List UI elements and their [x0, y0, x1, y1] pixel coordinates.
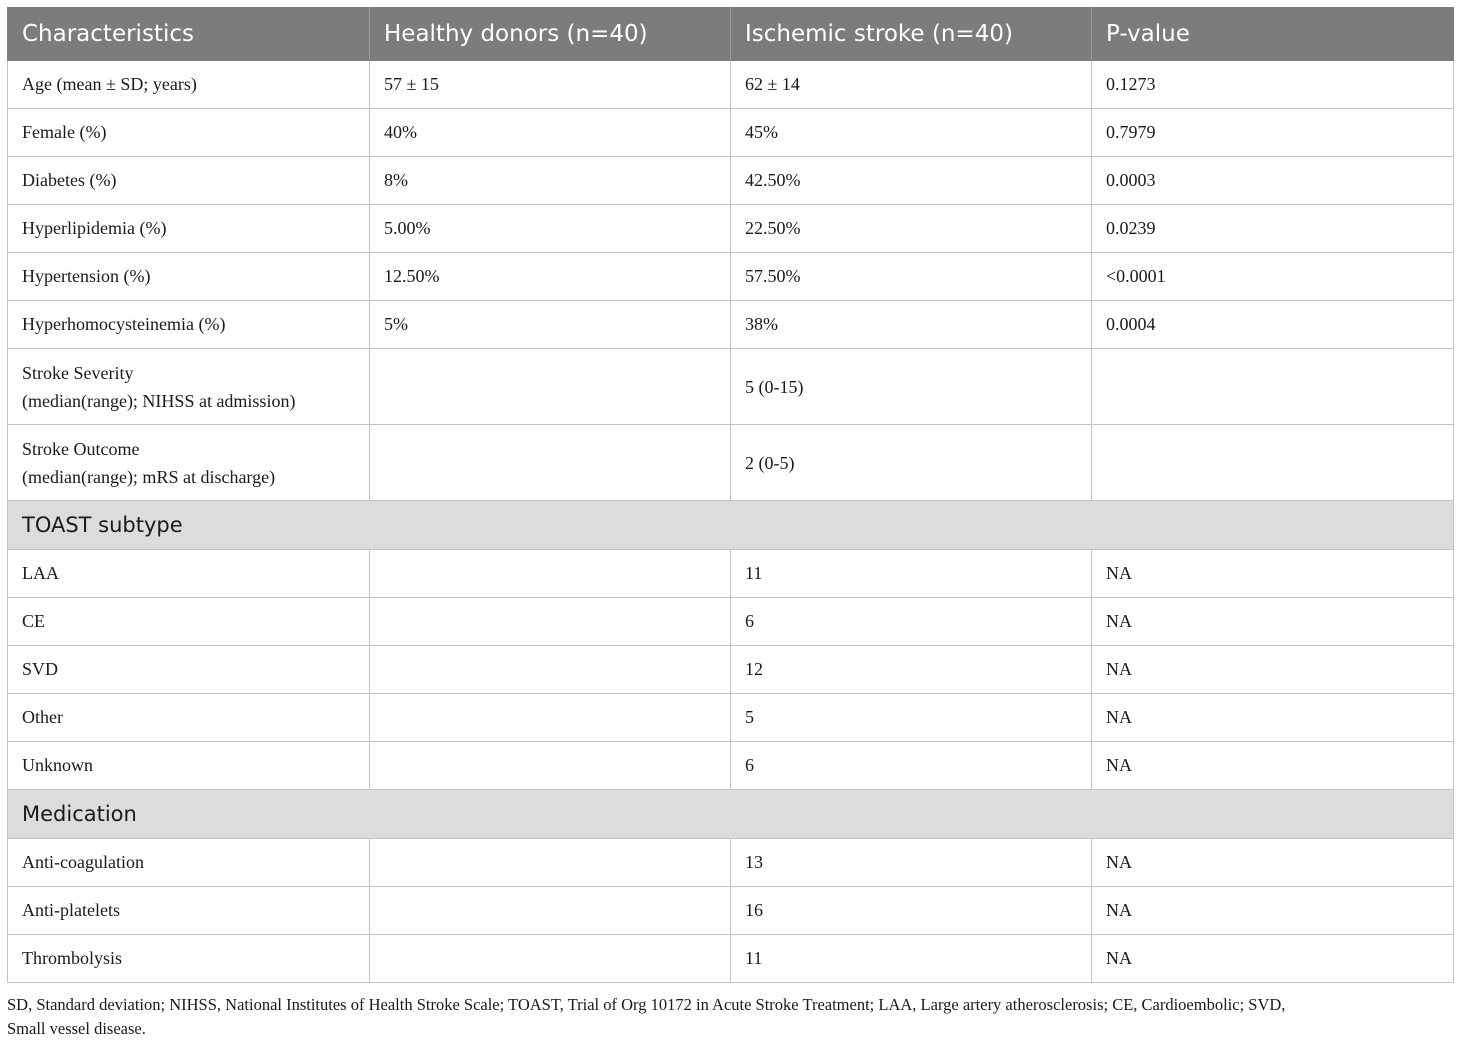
table-row [8, 253, 1454, 301]
healthy-value: 8% [370, 157, 731, 205]
stroke-value: 5 (0-15) [731, 349, 1092, 425]
stroke-value: 57.50% [731, 253, 1092, 301]
table-row [8, 646, 1454, 694]
row-label: Age (mean ± SD; years) [8, 61, 370, 109]
healthy-value: 57 ± 15 [370, 61, 731, 109]
table-body [8, 61, 1454, 983]
p-value: NA [1092, 694, 1454, 742]
footnote-line2: Small vessel disease. [7, 1019, 146, 1038]
row-label-line1: Stroke Outcome [22, 438, 140, 459]
header-row [8, 8, 1454, 61]
stroke-value: 42.50% [731, 157, 1092, 205]
healthy-value: 5% [370, 301, 731, 349]
row-label: Hyperlipidemia (%) [8, 205, 370, 253]
stroke-value: 2 (0-5) [731, 425, 1092, 501]
p-value: <0.0001 [1092, 253, 1454, 301]
row-label-line2: (median(range); NIHSS at admission) [22, 390, 296, 411]
healthy-value [370, 425, 731, 501]
stroke-value: 11 [731, 935, 1092, 983]
table-row [8, 742, 1454, 790]
table-row [8, 61, 1454, 109]
table-row [8, 425, 1454, 501]
stroke-value: 12 [731, 646, 1092, 694]
row-label: Hypertension (%) [8, 253, 370, 301]
row-label [8, 425, 370, 501]
p-value: 0.0239 [1092, 205, 1454, 253]
healthy-value: 5.00% [370, 205, 731, 253]
section-title: Medication [8, 790, 1454, 839]
healthy-value [370, 935, 731, 983]
stroke-value: 62 ± 14 [731, 61, 1092, 109]
stroke-value: 6 [731, 742, 1092, 790]
healthy-value [370, 694, 731, 742]
stroke-value: 6 [731, 598, 1092, 646]
table-row [8, 109, 1454, 157]
stroke-value: 16 [731, 887, 1092, 935]
header-characteristics: Characteristics [8, 8, 370, 61]
stroke-value: 13 [731, 839, 1092, 887]
row-label: Anti-coagulation [8, 839, 370, 887]
row-label: Female (%) [8, 109, 370, 157]
header-healthy-donors: Healthy donors (n=40) [370, 8, 731, 61]
characteristics-table-container [7, 7, 1453, 983]
row-label-line2: (median(range); mRS at discharge) [22, 466, 276, 487]
row-label: Hyperhomocysteinemia (%) [8, 301, 370, 349]
section-header-toast [8, 501, 1454, 550]
p-value: NA [1092, 839, 1454, 887]
table-row [8, 694, 1454, 742]
healthy-value: 40% [370, 109, 731, 157]
table-header [8, 8, 1454, 61]
table-row [8, 157, 1454, 205]
stroke-value: 5 [731, 694, 1092, 742]
table-row [8, 598, 1454, 646]
healthy-value: 12.50% [370, 253, 731, 301]
row-label: Other [8, 694, 370, 742]
section-title: TOAST subtype [8, 501, 1454, 550]
row-label-line1: Stroke Severity [22, 362, 134, 383]
row-label: Unknown [8, 742, 370, 790]
healthy-value [370, 742, 731, 790]
header-ischemic-stroke: Ischemic stroke (n=40) [731, 8, 1092, 61]
table-row [8, 935, 1454, 983]
healthy-value [370, 349, 731, 425]
p-value: 0.0004 [1092, 301, 1454, 349]
p-value: 0.1273 [1092, 61, 1454, 109]
row-label: Anti-platelets [8, 887, 370, 935]
table-footnote [7, 993, 1453, 1041]
stroke-value: 38% [731, 301, 1092, 349]
row-label: Diabetes (%) [8, 157, 370, 205]
row-label: CE [8, 598, 370, 646]
table-row [8, 349, 1454, 425]
p-value [1092, 349, 1454, 425]
p-value: 0.7979 [1092, 109, 1454, 157]
p-value: NA [1092, 646, 1454, 694]
healthy-value [370, 646, 731, 694]
stroke-value: 11 [731, 550, 1092, 598]
healthy-value [370, 839, 731, 887]
healthy-value [370, 887, 731, 935]
p-value: NA [1092, 598, 1454, 646]
healthy-value [370, 550, 731, 598]
p-value [1092, 425, 1454, 501]
p-value: NA [1092, 887, 1454, 935]
p-value: NA [1092, 550, 1454, 598]
row-label: LAA [8, 550, 370, 598]
healthy-value [370, 598, 731, 646]
table-row [8, 205, 1454, 253]
stroke-value: 45% [731, 109, 1092, 157]
p-value: NA [1092, 935, 1454, 983]
table-row [8, 839, 1454, 887]
p-value: NA [1092, 742, 1454, 790]
footnote-line1: SD, Standard deviation; NIHSS, National Institutes of Health Stroke Scale; TOAST, Trial of Org 10172 in Acute Stroke Treatment; LAA, Large artery atherosclerosis; CE, Cardioembolic; SVD, [7, 995, 1286, 1014]
table-row [8, 301, 1454, 349]
p-value: 0.0003 [1092, 157, 1454, 205]
characteristics-table [7, 7, 1454, 983]
section-header-medication [8, 790, 1454, 839]
row-label: Thrombolysis [8, 935, 370, 983]
header-p-value: P-value [1092, 8, 1454, 61]
table-row [8, 887, 1454, 935]
stroke-value: 22.50% [731, 205, 1092, 253]
row-label: SVD [8, 646, 370, 694]
row-label [8, 349, 370, 425]
table-row [8, 550, 1454, 598]
